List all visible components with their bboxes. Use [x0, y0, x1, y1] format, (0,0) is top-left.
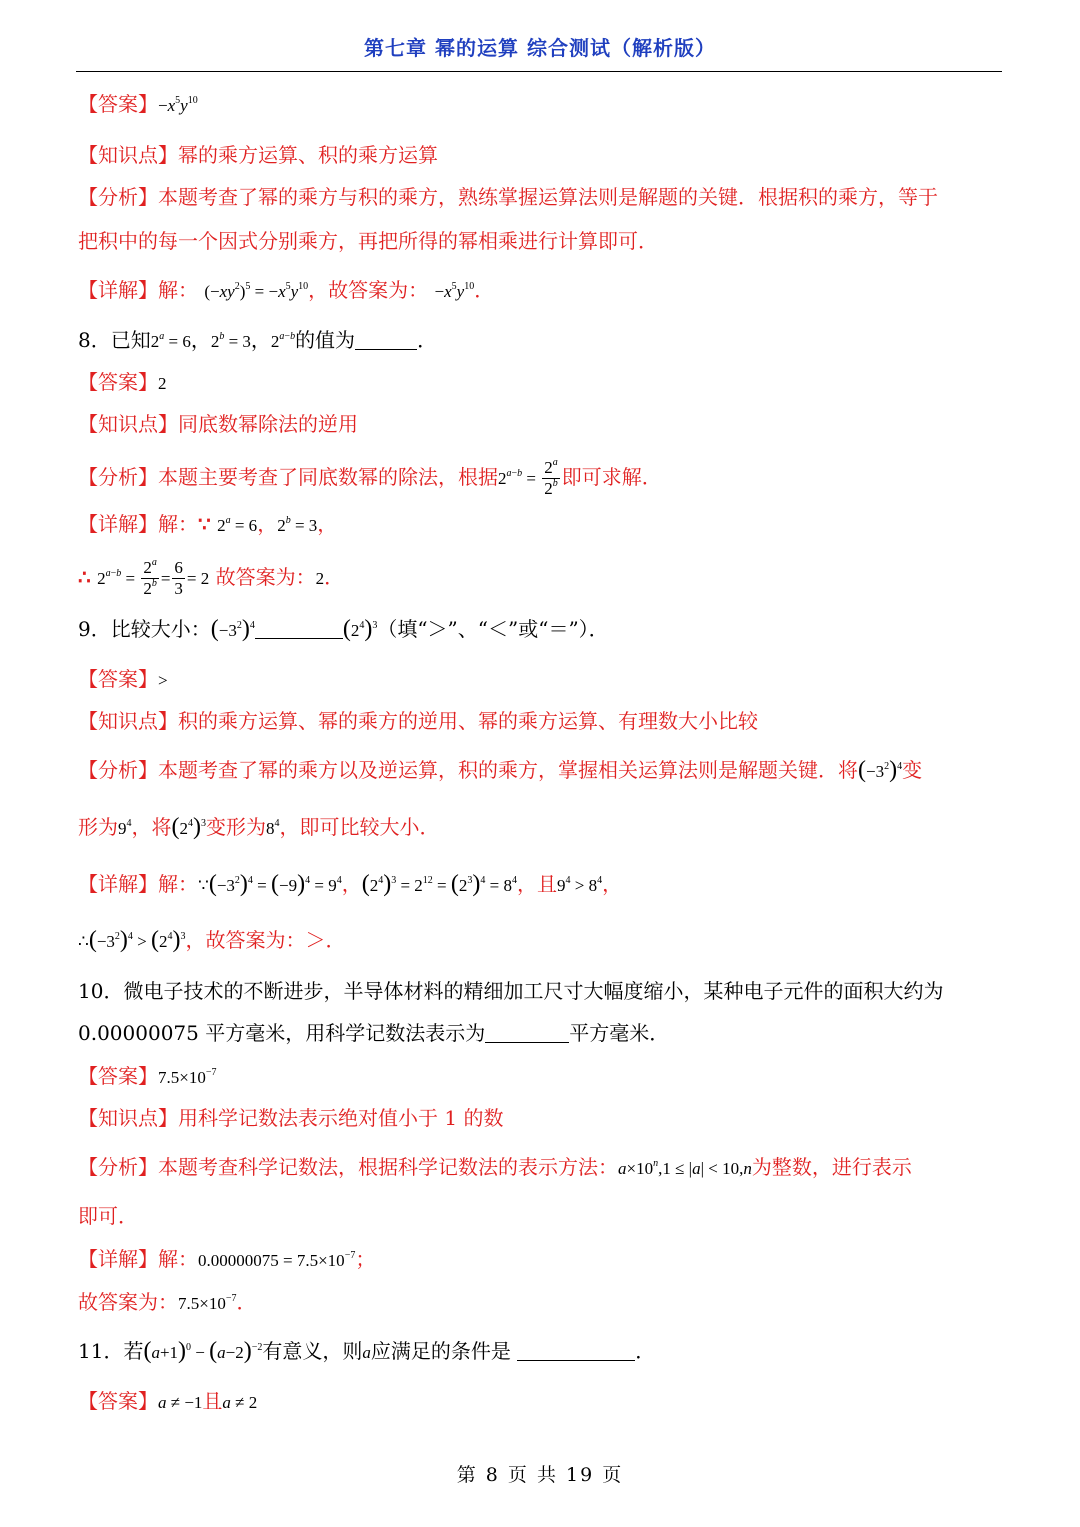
answer-blank: [517, 1342, 635, 1361]
page-footer: 第 8 页 共 19 页: [456, 1464, 624, 1486]
q7-detail-expr: $(-xy^2)^5 = -x^5y^{10}$: [204, 281, 309, 301]
q7-detail-line: 【详解】解： $(-xy^2)^5 = -x^5y^{10}$，故答案为： $-x^5y^{10}$．: [78, 278, 495, 302]
q8-detail-line-2: ∴ $2^{a-b}$ = $\frac{2^a}{2^b}$ = $\frac{6}{3}$ = 2 故答案为：2．: [78, 557, 345, 598]
q11-answer-line: 【答案】a ≠ −1且a ≠ 2: [78, 1389, 258, 1413]
q8-stem: 8．已知$2^a = 6$，$2^b = 3$，$2^{a-b}$的值为 ．: [78, 328, 438, 352]
q7-analysis-line-2: 把积中的每一个因式分别乘方，再把所得的幂相乘进行计算即可．: [78, 229, 658, 253]
q7-answer: $-x^5y^{10}$: [158, 95, 198, 115]
detail-label: 【详解】: [78, 278, 158, 302]
q9-answer: >: [158, 671, 168, 690]
q10-detail-line: 【详解】解：$0.00000075 = 7.5\times 10^{-7}$；: [78, 1247, 376, 1271]
q10-answer: $7.5\times 10^{-7}$: [158, 1067, 217, 1087]
q10-analysis-line-1: 【分析】本题考查科学记数法，根据科学记数法的表示方法：$a\times 10^n,1 \le |a| < 10,n$为整数，进行表示: [78, 1155, 912, 1179]
fraction: $\frac{2^a}{2^b}$: [544, 457, 558, 498]
header-divider: [76, 71, 1002, 72]
q8-analysis-line: 【分析】本题主要考查了同底数幂的除法，根据$2^{a-b}$ = $\frac{2^a}{2^b}$ 即可求解．: [78, 457, 662, 498]
because-symbol: ∵: [198, 512, 211, 536]
q10-stem-line-1: 10．微电子技术的不断进步，半导体材料的精细加工尺寸大幅度缩小，某种电子元件的面积大约为: [78, 979, 944, 1003]
knowledge-label: 【知识点】: [78, 143, 178, 167]
q10-knowledge-line: 【知识点】用科学记数法表示绝对值小于 1 的数: [78, 1106, 504, 1130]
q9-analysis-line-2: 形为$9^4$，将$(2^4)^3$变形为$8^4$，即可比较大小．: [78, 814, 440, 840]
q10-conclusion-line: 故答案为：$7.5\times 10^{-7}$．: [78, 1290, 257, 1314]
q7-analysis-1: 本题考查了幂的乘方与积的乘方，熟练掌握运算法则是解题的关键．根据积的乘方，等于: [158, 185, 938, 209]
page-header-title: 第七章 幂的运算 综合测试（解析版）: [364, 36, 716, 60]
q7-knowledge-line: [78, 141, 1002, 169]
q10-answer-line: 【答案】$7.5\times 10^{-7}$: [78, 1064, 217, 1088]
q8-knowledge-line: 【知识点】同底数幂除法的逆用: [78, 412, 358, 436]
q8-answer-line: 【答案】2: [78, 370, 167, 394]
q8-detail-line-1: 【详解】解：∵ $2^a = 6$，$2^b = 3$，: [78, 512, 338, 536]
q9-detail-line-1: 【详解】解：$\because(-3^2)^4 = (-9)^4 = 9^4$，$(2^4)^3 = 2^{12} = (2^3)^4 = 8^4$，且$9^4 > 8^4$，: [78, 871, 623, 897]
q9-stem: 9．比较大小：$(-3^2)^4$ $(2^4)^3$（填“＞”、“＜”或“＝”）．: [78, 616, 609, 642]
q7-answer-line: [78, 90, 1002, 120]
answer-blank: [355, 331, 417, 350]
q7-knowledge: 幂的乘方运算、积的乘方运算: [178, 143, 438, 167]
q10-analysis-line-2: 即可．: [78, 1204, 138, 1228]
therefore-symbol: ∴: [78, 565, 91, 589]
q10-stem-line-2: 0.00000075 平方毫米，用科学记数法表示为 平方毫米．: [78, 1021, 670, 1045]
answer-blank: [485, 1024, 569, 1043]
answer-blank: [255, 620, 343, 639]
q9-answer-line: 【答案】>: [78, 667, 168, 691]
answer-label: 【答案】: [78, 92, 158, 116]
q9-detail-line-2: $\therefore(-3^2)^4 > (2^4)^3$，故答案为：＞．: [78, 927, 346, 953]
q8-answer: 2: [158, 374, 167, 393]
analysis-label: 【分析】: [78, 185, 158, 209]
q9-knowledge-line: 【知识点】积的乘方运算、幂的乘方的逆用、幂的乘方运算、有理数大小比较: [78, 709, 758, 733]
q7-analysis-line-1: [78, 183, 1002, 211]
q9-analysis-line-1: 【分析】本题考查了幂的乘方以及逆运算，积的乘方，掌握相关运算法则是解题关键．将$(-3^2)^4$变: [78, 757, 923, 783]
q11-stem: 11．若$(a+1)^0 - (a-2)^{-2}$有意义，则a应满足的条件是 ．: [78, 1338, 656, 1364]
